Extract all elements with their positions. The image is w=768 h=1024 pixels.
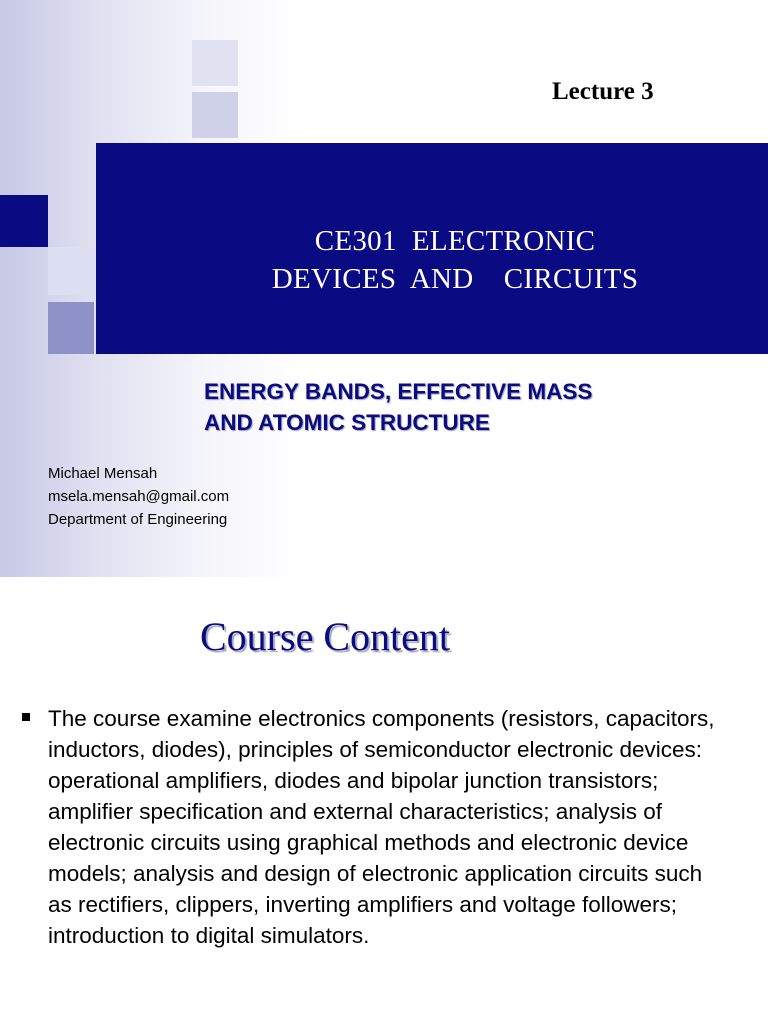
author-department: Department of Engineering — [48, 511, 228, 528]
square-bullet-icon — [22, 713, 30, 721]
author-info — [48, 462, 229, 531]
subtitle-line: ENERGY BANDS, EFFECTIVE MASS — [204, 379, 593, 404]
decor-square — [0, 195, 48, 247]
decor-square — [48, 247, 94, 295]
slide-heading: Course Content — [200, 614, 450, 659]
decor-square — [192, 92, 238, 138]
subtitle-line: AND ATOMIC STRUCTURE — [204, 410, 490, 435]
course-title: CE301 ELECTRONIC DEVICES AND CIRCUITS — [271, 225, 639, 295]
lecture-subtitle — [204, 376, 592, 438]
course-content-slide — [0, 577, 768, 1024]
author-email: msela.mensah@gmail.com — [48, 488, 230, 505]
bullet-text: The course examine electronics components (resistors, capacitors, inductors, diodes), principles of semiconductor electronic devices: operational amplifiers, diodes and bipolar junction transistors; amplifier specification and external characteristics; analysis of electronic circuits using graphical methods and electronic device models; analysis and design of electronic application circuits such as rectifiers, clippers, inverting amplifiers and voltage followers; introduction to digital simulators. — [48, 706, 715, 948]
decor-square — [192, 40, 238, 86]
decor-square — [48, 302, 94, 354]
author-name: Michael Mensah — [48, 465, 158, 482]
lecture-label: Lecture 3 — [552, 78, 654, 105]
